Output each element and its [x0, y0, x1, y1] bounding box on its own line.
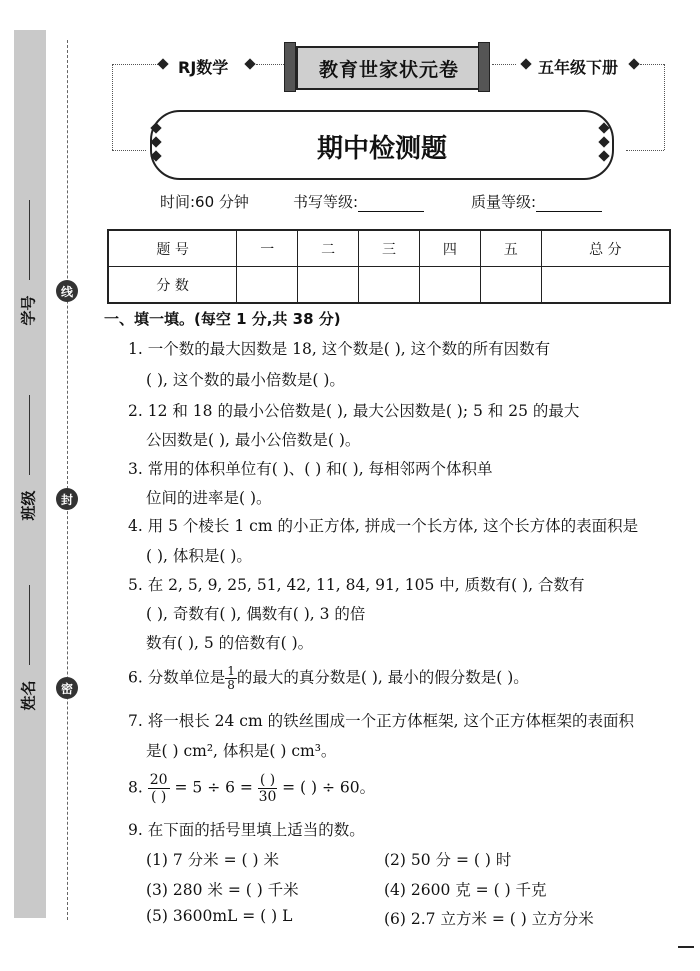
question-line: 1. 一个数的最大因数是 18, 这个数是( ), 这个数的所有因数有: [128, 340, 551, 358]
score-cell[interactable]: [541, 267, 670, 304]
sub-question: (4) 2600 克 = ( ) 千克: [384, 881, 547, 899]
quality-grade: [471, 191, 602, 212]
header-dotline-mid-l: [256, 64, 284, 65]
subject-label: RJ数学: [178, 58, 229, 77]
exam-title-banner: [150, 110, 614, 180]
q8-prefix: 8.: [128, 778, 143, 797]
fraction-denominator: 8: [227, 678, 235, 692]
table-header-cell: 一: [237, 230, 298, 267]
time-info: 时间:60 分钟: [160, 193, 249, 211]
fraction-numerator: 1: [227, 664, 235, 678]
cut-line: [67, 40, 68, 920]
quality-grade-label: 质量等级:: [471, 193, 537, 211]
page-dash: [678, 946, 694, 948]
seal-seal: 封: [56, 488, 78, 510]
header-dotline-left-v: [112, 64, 113, 150]
table-header-cell: 五: [480, 230, 541, 267]
diamond-icon: [244, 58, 255, 69]
fraction-denominator: 30: [258, 789, 277, 805]
table-row: [108, 267, 670, 304]
seal-line: 线: [56, 280, 78, 302]
header-dotline-left: [112, 64, 158, 65]
score-table: [107, 229, 671, 304]
score-cell[interactable]: [298, 267, 359, 304]
table-header-cell: 二: [298, 230, 359, 267]
header-dotline-left-b: [112, 150, 146, 151]
fraction: [258, 772, 277, 805]
header-dotline-mid-r: [492, 64, 516, 65]
question-line: ( ), 体积是( )。: [146, 547, 252, 565]
table-header-cell: 总 分: [541, 230, 670, 267]
student-id-label: 学号: [19, 295, 38, 326]
score-cell[interactable]: [237, 267, 298, 304]
score-cell[interactable]: [359, 267, 420, 304]
name-underline: [29, 585, 30, 665]
question-line: 7. 将一根长 24 cm 的铁丝围成一个正方体框架, 这个正方体框架的表面积: [128, 712, 634, 730]
sub-question: (6) 2.7 立方米 = ( ) 立方分米: [384, 910, 594, 928]
header-dotline-right: [640, 64, 664, 65]
question-line: [128, 772, 375, 805]
diamond-icon: [628, 58, 639, 69]
header-dotline-right-v: [664, 64, 665, 150]
table-header-row: [108, 230, 670, 267]
binding-strip: [14, 30, 46, 918]
name-label: 姓名: [19, 680, 38, 711]
table-header-cell: 题 号: [108, 230, 237, 267]
question-line: ( ), 奇数有( ), 偶数有( ), 3 的倍: [146, 605, 366, 623]
writing-grade: [293, 191, 424, 212]
quality-grade-blank: [536, 197, 602, 212]
q8-suffix: = ( ) ÷ 60。: [277, 778, 376, 797]
series-title-scroll: [284, 42, 490, 92]
diamond-icon: [520, 58, 531, 69]
fraction: [225, 665, 237, 692]
question-line: ( ), 这个数的最小倍数是( )。: [146, 371, 345, 389]
class-label: 班级: [19, 490, 38, 521]
q8-middle: = 5 ÷ 6 =: [169, 778, 258, 797]
fraction-denominator: ( ): [150, 789, 167, 805]
question-line: 数有( ), 5 的倍数有( )。: [146, 634, 314, 652]
sub-question: (1) 7 分米 = ( ) 米: [146, 851, 279, 869]
question-line: 3. 常用的体积单位有( )、( ) 和( ), 每相邻两个体积单: [128, 460, 493, 478]
writing-grade-label: 书写等级:: [293, 193, 359, 211]
table-header-cell: 四: [419, 230, 480, 267]
student-id-underline: [29, 200, 30, 280]
score-cell[interactable]: [480, 267, 541, 304]
table-header-cell: 三: [359, 230, 420, 267]
question-line: 公因数是( ), 最小公倍数是( )。: [146, 431, 361, 449]
writing-grade-blank: [358, 197, 424, 212]
grade-label: 五年级下册: [538, 58, 619, 77]
sub-question: (2) 50 分 = ( ) 时: [384, 851, 512, 869]
sub-question: (3) 280 米 = ( ) 千米: [146, 881, 299, 899]
scroll-rod-left: [284, 42, 296, 92]
question-line: 5. 在 2, 5, 9, 25, 51, 42, 11, 84, 91, 105 中, 质数有( ), 合数有: [128, 576, 585, 594]
score-row-label: 分 数: [108, 267, 237, 304]
question-line: 位间的进率是( )。: [146, 489, 272, 507]
series-title: 教育世家状元卷: [296, 46, 482, 90]
fraction: [148, 772, 170, 805]
sub-question: (5) 3600mL = ( ) L: [146, 907, 293, 925]
fraction-numerator: ( ): [259, 772, 276, 788]
exam-title: 期中检测题: [316, 134, 447, 164]
section-title: 一、填一填。(每空 1 分,共 38 分): [104, 310, 341, 328]
fraction-numerator: 20: [149, 772, 168, 788]
score-cell[interactable]: [419, 267, 480, 304]
q6-suffix: 的最大的真分数是( ), 最小的假分数是( )。: [236, 668, 529, 687]
question-line: 4. 用 5 个棱长 1 cm 的小正方体, 拼成一个长方体, 这个长方体的表面积是: [128, 517, 639, 535]
question-line: [128, 665, 529, 692]
scroll-rod-right: [478, 42, 490, 92]
question-line: 9. 在下面的括号里填上适当的数。: [128, 821, 365, 839]
seal-secret: 密: [56, 677, 78, 699]
class-underline: [29, 395, 30, 475]
question-line: 2. 12 和 18 的最小公倍数是( ), 最大公因数是( ); 5 和 25 的最大: [128, 402, 580, 420]
diamond-icon: [157, 58, 168, 69]
header-dotline-right-b: [626, 150, 664, 151]
q6-prefix: 6. 分数单位是: [128, 668, 226, 687]
question-line: 是( ) cm², 体积是( ) cm³。: [146, 742, 337, 760]
